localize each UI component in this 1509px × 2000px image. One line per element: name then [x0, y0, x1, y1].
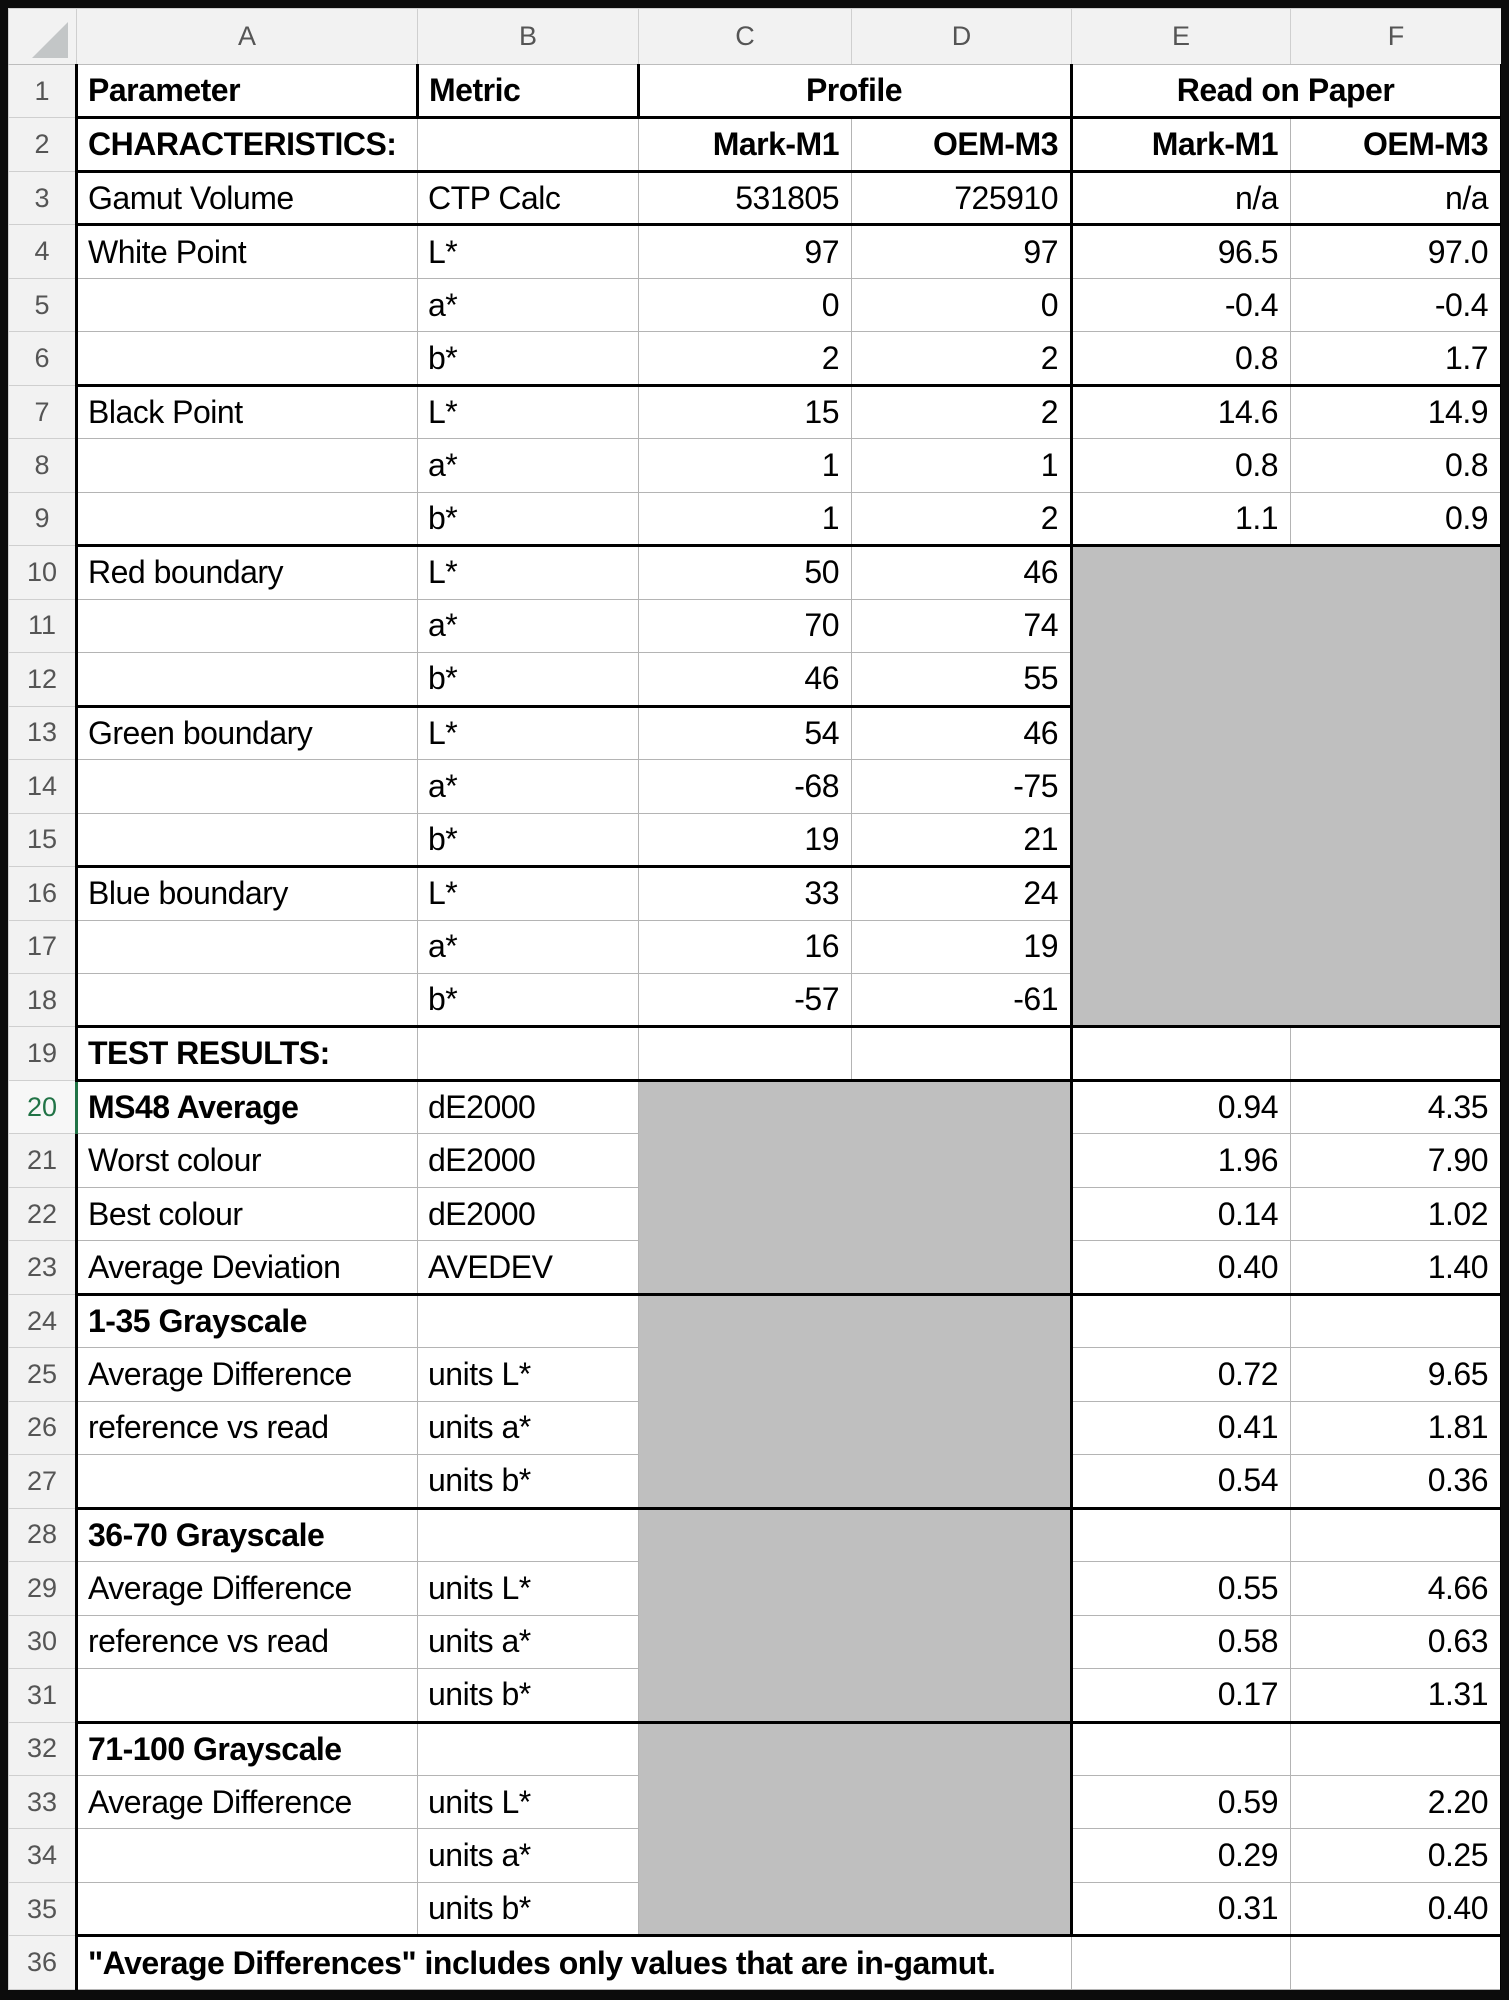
- select-all-triangle-icon: [32, 22, 68, 58]
- cell-D2[interactable]: OEM-M3: [852, 118, 1072, 171]
- sheet-row-8: [9, 439, 1502, 492]
- cell-A24[interactable]: 1-35 Grayscale: [77, 1294, 418, 1347]
- cell-A12[interactable]: [77, 653, 418, 706]
- cell-F30[interactable]: 0.63: [1291, 1615, 1502, 1668]
- cell-D16[interactable]: 24: [852, 867, 1072, 920]
- cell-B30[interactable]: units a*: [418, 1615, 639, 1668]
- sheet-row-36: [9, 1936, 1502, 1990]
- cell-C17[interactable]: 16: [639, 920, 852, 973]
- row-header-21[interactable]: 21: [9, 1134, 77, 1187]
- row-header-16[interactable]: 16: [9, 867, 77, 920]
- cell-B11[interactable]: a*: [418, 599, 639, 652]
- cell-B22[interactable]: dE2000: [418, 1187, 639, 1240]
- cell-F35[interactable]: 0.40: [1291, 1882, 1502, 1935]
- cell-D8[interactable]: 1: [852, 439, 1072, 492]
- cell-C15[interactable]: 19: [639, 813, 852, 866]
- cell-D13[interactable]: 46: [852, 706, 1072, 759]
- cell-E31[interactable]: 0.17: [1072, 1669, 1291, 1722]
- cell-F21[interactable]: 7.90: [1291, 1134, 1502, 1187]
- cell-A15[interactable]: [77, 813, 418, 866]
- cell-A23[interactable]: Average Deviation: [77, 1241, 418, 1294]
- cell-B31[interactable]: units b*: [418, 1669, 639, 1722]
- sheet-row-7: [9, 385, 1502, 438]
- row-header-2[interactable]: 2: [9, 118, 77, 171]
- cell-F23[interactable]: 1.40: [1291, 1241, 1502, 1294]
- cell-F7[interactable]: 14.9: [1291, 385, 1502, 438]
- cell-B1[interactable]: Metric: [418, 65, 639, 118]
- cell-A6[interactable]: [77, 332, 418, 385]
- cell-A32[interactable]: 71-100 Grayscale: [77, 1722, 418, 1775]
- cell-B8[interactable]: a*: [418, 439, 639, 492]
- row-header-19[interactable]: 19: [9, 1027, 77, 1080]
- cell-B3[interactable]: CTP Calc: [418, 171, 639, 224]
- cell-E2[interactable]: Mark-M1: [1072, 118, 1291, 171]
- cell-A14[interactable]: [77, 760, 418, 813]
- row-header-1[interactable]: 1: [9, 65, 77, 118]
- cell-A19[interactable]: TEST RESULTS:: [77, 1027, 418, 1080]
- cell-A5[interactable]: [77, 278, 418, 331]
- cell-CD32[interactable]: [639, 1722, 1072, 1936]
- cell-D14[interactable]: -75: [852, 760, 1072, 813]
- cell-B5[interactable]: a*: [418, 278, 639, 331]
- cell-E5[interactable]: -0.4: [1072, 278, 1291, 331]
- cell-E23[interactable]: 0.40: [1072, 1241, 1291, 1294]
- cell-B9[interactable]: b*: [418, 492, 639, 545]
- row-header-28[interactable]: 28: [9, 1508, 77, 1561]
- cell-B16[interactable]: L*: [418, 867, 639, 920]
- cell-A16[interactable]: Blue boundary: [77, 867, 418, 920]
- cell-B15[interactable]: b*: [418, 813, 639, 866]
- row-header-4[interactable]: 4: [9, 225, 77, 278]
- cell-B23[interactable]: AVEDEV: [418, 1241, 639, 1294]
- cell-F2[interactable]: OEM-M3: [1291, 118, 1502, 171]
- cell-D5[interactable]: 0: [852, 278, 1072, 331]
- column-header-D[interactable]: D: [852, 9, 1072, 65]
- cell-F19[interactable]: [1291, 1027, 1502, 1080]
- cell-C6[interactable]: 2: [639, 332, 852, 385]
- cell-A11[interactable]: [77, 599, 418, 652]
- cell-B27[interactable]: units b*: [418, 1455, 639, 1508]
- cell-B32[interactable]: [418, 1722, 639, 1775]
- cell-EF1[interactable]: Read on Paper: [1072, 65, 1502, 118]
- row-header-9[interactable]: 9: [9, 492, 77, 545]
- cell-A27[interactable]: [77, 1455, 418, 1508]
- column-header-row: [9, 9, 1502, 65]
- cell-A33[interactable]: Average Difference: [77, 1776, 418, 1829]
- row-header-35[interactable]: 35: [9, 1882, 77, 1935]
- cell-E35[interactable]: 0.31: [1072, 1882, 1291, 1935]
- sheet-row-3: [9, 171, 1502, 224]
- cell-F5[interactable]: -0.4: [1291, 278, 1502, 331]
- cell-A4[interactable]: White Point: [77, 225, 418, 278]
- row-header-3[interactable]: 3: [9, 171, 77, 224]
- cell-E21[interactable]: 1.96: [1072, 1134, 1291, 1187]
- sheet-row-2: [9, 118, 1502, 171]
- cell-C9[interactable]: 1: [639, 492, 852, 545]
- cell-F3[interactable]: n/a: [1291, 171, 1502, 224]
- row-header-11[interactable]: 11: [9, 599, 77, 652]
- cell-D19[interactable]: [852, 1027, 1072, 1080]
- cell-F29[interactable]: 4.66: [1291, 1562, 1502, 1615]
- cell-C3[interactable]: 531805: [639, 171, 852, 224]
- cell-E30[interactable]: 0.58: [1072, 1615, 1291, 1668]
- column-header-F[interactable]: F: [1291, 9, 1502, 65]
- cell-EF10[interactable]: [1072, 546, 1502, 1027]
- sheet-row-32: [9, 1722, 1502, 1775]
- row-header-13[interactable]: 13: [9, 706, 77, 759]
- cell-B24[interactable]: [418, 1294, 639, 1347]
- column-header-B[interactable]: B: [418, 9, 639, 65]
- cell-B26[interactable]: units a*: [418, 1401, 639, 1454]
- sheet-row-5: [9, 278, 1502, 331]
- cell-B29[interactable]: units L*: [418, 1562, 639, 1615]
- cell-F24[interactable]: [1291, 1294, 1502, 1347]
- cell-E26[interactable]: 0.41: [1072, 1401, 1291, 1454]
- row-header-18[interactable]: 18: [9, 973, 77, 1026]
- cell-A10[interactable]: Red boundary: [77, 546, 418, 599]
- cell-C19[interactable]: [639, 1027, 852, 1080]
- cell-C7[interactable]: 15: [639, 385, 852, 438]
- cell-B20[interactable]: dE2000: [418, 1080, 639, 1133]
- cell-A3[interactable]: Gamut Volume: [77, 171, 418, 224]
- cell-C11[interactable]: 70: [639, 599, 852, 652]
- cell-E36[interactable]: [1072, 1936, 1291, 1990]
- cell-F28[interactable]: [1291, 1508, 1502, 1561]
- cell-A8[interactable]: [77, 439, 418, 492]
- row-header-23[interactable]: 23: [9, 1241, 77, 1294]
- cell-C4[interactable]: 97: [639, 225, 852, 278]
- cell-A7[interactable]: Black Point: [77, 385, 418, 438]
- row-header-31[interactable]: 31: [9, 1669, 77, 1722]
- row-header-27[interactable]: 27: [9, 1455, 77, 1508]
- cell-F8[interactable]: 0.8: [1291, 439, 1502, 492]
- cell-B21[interactable]: dE2000: [418, 1134, 639, 1187]
- cell-D10[interactable]: 46: [852, 546, 1072, 599]
- cell-A17[interactable]: [77, 920, 418, 973]
- cell-E28[interactable]: [1072, 1508, 1291, 1561]
- cell-F6[interactable]: 1.7: [1291, 332, 1502, 385]
- row-header-25[interactable]: 25: [9, 1348, 77, 1401]
- cell-C14[interactable]: -68: [639, 760, 852, 813]
- cell-B33[interactable]: units L*: [418, 1776, 639, 1829]
- cell-D7[interactable]: 2: [852, 385, 1072, 438]
- cell-F9[interactable]: 0.9: [1291, 492, 1502, 545]
- cell-A13[interactable]: Green boundary: [77, 706, 418, 759]
- cell-D9[interactable]: 2: [852, 492, 1072, 545]
- cell-E8[interactable]: 0.8: [1072, 439, 1291, 492]
- cell-D18[interactable]: -61: [852, 973, 1072, 1026]
- cell-C10[interactable]: 50: [639, 546, 852, 599]
- worksheet-grid: [8, 8, 1501, 1990]
- cell-E4[interactable]: 96.5: [1072, 225, 1291, 278]
- cell-B28[interactable]: [418, 1508, 639, 1561]
- cell-A31[interactable]: [77, 1669, 418, 1722]
- row-header-22[interactable]: 22: [9, 1187, 77, 1240]
- row-header-34[interactable]: 34: [9, 1829, 77, 1882]
- cell-B2[interactable]: [418, 118, 639, 171]
- cell-A2[interactable]: CHARACTERISTICS:: [77, 118, 418, 171]
- cell-A29[interactable]: Average Difference: [77, 1562, 418, 1615]
- cell-AD36[interactable]: "Average Differences" includes only values that are in-gamut.: [77, 1936, 1072, 1990]
- cell-B10[interactable]: L*: [418, 546, 639, 599]
- cell-A25[interactable]: Average Difference: [77, 1348, 418, 1401]
- row-header-10[interactable]: 10: [9, 546, 77, 599]
- row-header-15[interactable]: 15: [9, 813, 77, 866]
- row-header-30[interactable]: 30: [9, 1615, 77, 1668]
- row-header-14[interactable]: 14: [9, 760, 77, 813]
- cell-F31[interactable]: 1.31: [1291, 1669, 1502, 1722]
- cell-E24[interactable]: [1072, 1294, 1291, 1347]
- sheet-row-4: [9, 225, 1502, 278]
- cell-CD20[interactable]: [639, 1080, 1072, 1294]
- cell-A26[interactable]: reference vs read: [77, 1401, 418, 1454]
- cell-E29[interactable]: 0.55: [1072, 1562, 1291, 1615]
- cell-C8[interactable]: 1: [639, 439, 852, 492]
- cell-E32[interactable]: [1072, 1722, 1291, 1775]
- cell-F22[interactable]: 1.02: [1291, 1187, 1502, 1240]
- cell-C12[interactable]: 46: [639, 653, 852, 706]
- cell-A21[interactable]: Worst colour: [77, 1134, 418, 1187]
- cell-C18[interactable]: -57: [639, 973, 852, 1026]
- cell-B19[interactable]: [418, 1027, 639, 1080]
- cell-E25[interactable]: 0.72: [1072, 1348, 1291, 1401]
- cell-E22[interactable]: 0.14: [1072, 1187, 1291, 1240]
- row-header-24[interactable]: 24: [9, 1294, 77, 1347]
- cell-D11[interactable]: 74: [852, 599, 1072, 652]
- row-header-17[interactable]: 17: [9, 920, 77, 973]
- column-header-A[interactable]: A: [77, 9, 418, 65]
- cell-E27[interactable]: 0.54: [1072, 1455, 1291, 1508]
- cell-D4[interactable]: 97: [852, 225, 1072, 278]
- cell-B14[interactable]: a*: [418, 760, 639, 813]
- cell-C16[interactable]: 33: [639, 867, 852, 920]
- cell-A18[interactable]: [77, 973, 418, 1026]
- cell-B12[interactable]: b*: [418, 653, 639, 706]
- spreadsheet: [8, 8, 1501, 1990]
- row-header-29[interactable]: 29: [9, 1562, 77, 1615]
- cell-D15[interactable]: 21: [852, 813, 1072, 866]
- row-header-7[interactable]: 7: [9, 385, 77, 438]
- cell-E19[interactable]: [1072, 1027, 1291, 1080]
- cell-CD28[interactable]: [639, 1508, 1072, 1722]
- cell-B6[interactable]: b*: [418, 332, 639, 385]
- row-header-8[interactable]: 8: [9, 439, 77, 492]
- row-header-33[interactable]: 33: [9, 1776, 77, 1829]
- row-header-26[interactable]: 26: [9, 1401, 77, 1454]
- cell-B18[interactable]: b*: [418, 973, 639, 1026]
- sheet-body: [9, 65, 1502, 1990]
- cell-F34[interactable]: 0.25: [1291, 1829, 1502, 1882]
- cell-D3[interactable]: 725910: [852, 171, 1072, 224]
- cell-B7[interactable]: L*: [418, 385, 639, 438]
- cell-F4[interactable]: 97.0: [1291, 225, 1502, 278]
- cell-CD24[interactable]: [639, 1294, 1072, 1508]
- cell-B13[interactable]: L*: [418, 706, 639, 759]
- cell-E20[interactable]: 0.94: [1072, 1080, 1291, 1133]
- cell-C2[interactable]: Mark-M1: [639, 118, 852, 171]
- cell-F20[interactable]: 4.35: [1291, 1080, 1502, 1133]
- cell-E33[interactable]: 0.59: [1072, 1776, 1291, 1829]
- cell-D17[interactable]: 19: [852, 920, 1072, 973]
- cell-E7[interactable]: 14.6: [1072, 385, 1291, 438]
- cell-F27[interactable]: 0.36: [1291, 1455, 1502, 1508]
- cell-A28[interactable]: 36-70 Grayscale: [77, 1508, 418, 1561]
- cell-F36[interactable]: [1291, 1936, 1502, 1990]
- row-header-32[interactable]: 32: [9, 1722, 77, 1775]
- select-all-corner[interactable]: [9, 9, 77, 65]
- cell-B4[interactable]: L*: [418, 225, 639, 278]
- cell-F25[interactable]: 9.65: [1291, 1348, 1502, 1401]
- cell-C5[interactable]: 0: [639, 278, 852, 331]
- row-header-12[interactable]: 12: [9, 653, 77, 706]
- cell-A35[interactable]: [77, 1882, 418, 1935]
- sheet-row-28: [9, 1508, 1502, 1561]
- sheet-row-24: [9, 1294, 1502, 1347]
- row-header-20[interactable]: 20: [9, 1080, 77, 1133]
- sheet-row-9: [9, 492, 1502, 545]
- sheet-row-20: [9, 1080, 1502, 1133]
- cell-E3[interactable]: n/a: [1072, 171, 1291, 224]
- cell-D12[interactable]: 55: [852, 653, 1072, 706]
- cell-A20[interactable]: MS48 Average: [77, 1080, 418, 1133]
- cell-C13[interactable]: 54: [639, 706, 852, 759]
- cell-A9[interactable]: [77, 492, 418, 545]
- row-header-6[interactable]: 6: [9, 332, 77, 385]
- sheet-row-19: [9, 1027, 1502, 1080]
- cell-A30[interactable]: reference vs read: [77, 1615, 418, 1668]
- cell-CD1[interactable]: Profile: [639, 65, 1072, 118]
- column-header-E[interactable]: E: [1072, 9, 1291, 65]
- cell-B17[interactable]: a*: [418, 920, 639, 973]
- cell-A22[interactable]: Best colour: [77, 1187, 418, 1240]
- cell-E9[interactable]: 1.1: [1072, 492, 1291, 545]
- column-header-C[interactable]: C: [639, 9, 852, 65]
- cell-E6[interactable]: 0.8: [1072, 332, 1291, 385]
- sheet-row-10: [9, 546, 1502, 599]
- sheet-row-6: [9, 332, 1502, 385]
- row-header-5[interactable]: 5: [9, 278, 77, 331]
- cell-F26[interactable]: 1.81: [1291, 1401, 1502, 1454]
- cell-F33[interactable]: 2.20: [1291, 1776, 1502, 1829]
- cell-A1[interactable]: Parameter: [77, 65, 418, 118]
- cell-F32[interactable]: [1291, 1722, 1502, 1775]
- row-header-36[interactable]: 36: [9, 1936, 77, 1990]
- cell-E34[interactable]: 0.29: [1072, 1829, 1291, 1882]
- sheet-row-1: [9, 65, 1502, 118]
- cell-B25[interactable]: units L*: [418, 1348, 639, 1401]
- cell-B35[interactable]: units b*: [418, 1882, 639, 1935]
- cell-D6[interactable]: 2: [852, 332, 1072, 385]
- cell-B34[interactable]: units a*: [418, 1829, 639, 1882]
- cell-A34[interactable]: [77, 1829, 418, 1882]
